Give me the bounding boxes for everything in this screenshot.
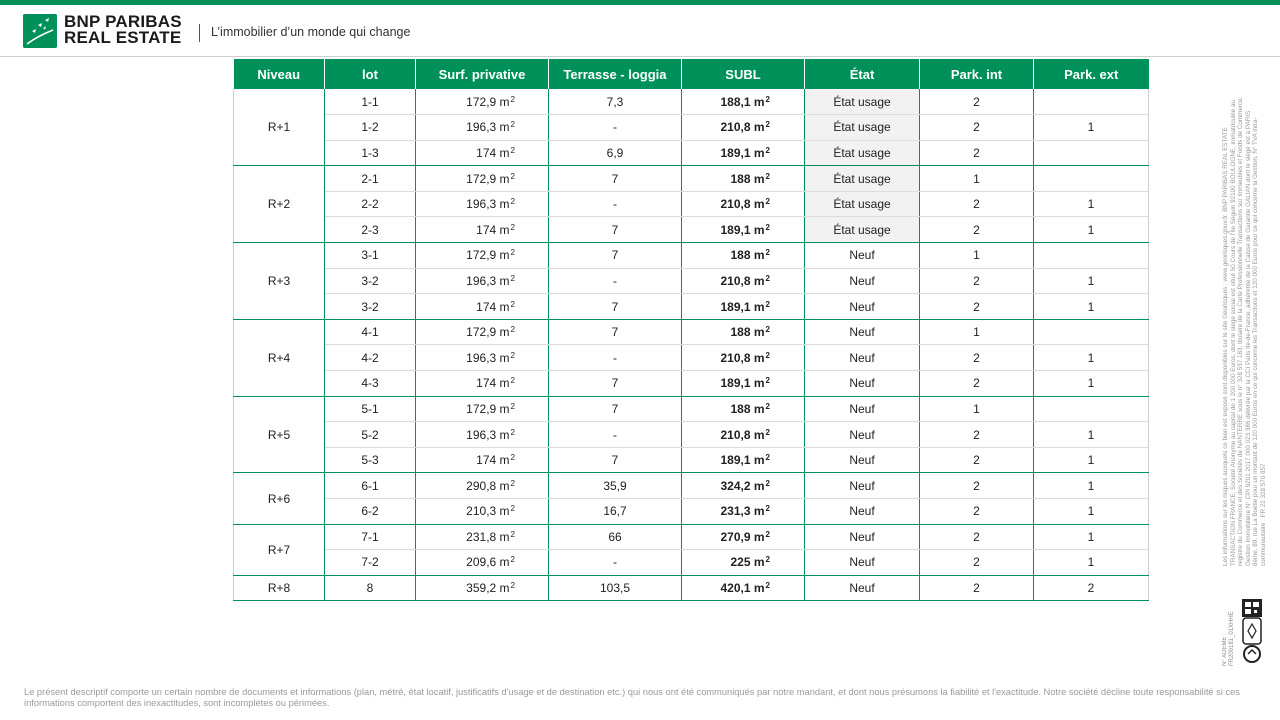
unit-label: $m^2$ [750,197,770,212]
cell-lot: 2-3 [325,217,416,243]
header-lot: lot [325,59,416,89]
cell-park-ext [1034,319,1149,345]
cell-surf-privative-value: 196,3 [466,427,497,442]
cell-park-ext: 1 [1034,422,1149,448]
cell-subl-value: 189,1 [720,299,751,314]
cell-surf-privative [416,422,549,448]
cell-etat: Neuf [805,345,920,371]
cell-etat: Neuf [805,550,920,576]
cell-terrasse: 6,9 [549,140,682,166]
unit-label: $m^2$ [496,248,515,263]
cell-subl [682,217,805,243]
table-header-row [234,59,1149,89]
unit-label: $m^2$ [750,273,770,288]
lots-table [233,59,1149,601]
cell-lot: 2-2 [325,191,416,217]
cell-park-ext: 1 [1034,345,1149,371]
table-row [234,166,1149,192]
header-park-int: Park. int [920,59,1034,89]
cell-lot: 1-3 [325,140,416,166]
cell-lot: 3-2 [325,268,416,294]
cell-park-ext [1034,89,1149,115]
unit-label: $m^2$ [750,555,770,570]
cell-etat: Neuf [805,499,920,525]
cell-subl-value: 324,2 [720,478,751,493]
cell-etat: État usage [805,217,920,243]
cell-lot: 5-3 [325,447,416,473]
table-row [234,575,1149,601]
cell-subl-value: 188 [730,248,751,263]
unit-label: $m^2$ [496,529,515,544]
cell-park-int: 1 [920,243,1034,269]
cell-surf-privative [416,268,549,294]
table-row [234,191,1149,217]
cell-terrasse: 66 [549,524,682,550]
cell-lot: 5-2 [325,422,416,448]
cell-terrasse: 7 [549,166,682,192]
table-row [234,396,1149,422]
cell-park-int: 2 [920,447,1034,473]
cell-etat: Neuf [805,371,920,397]
label-badge-icon [1243,618,1261,644]
cell-park-int: 2 [920,422,1034,448]
cell-subl-value: 210,8 [720,120,751,135]
cell-subl [682,371,805,397]
cell-surf-privative-value: 172,9 [466,325,497,340]
cell-surf-privative [416,345,549,371]
unit-label: $m^2$ [496,376,515,391]
cell-surf-privative-value: 196,3 [466,197,497,212]
unit-label: $m^2$ [750,299,770,314]
cell-lot: 1-1 [325,89,416,115]
header-niveau: Niveau [234,59,325,89]
cell-surf-privative-value: 174 [476,145,497,160]
cell-lot: 3-1 [325,243,416,269]
cell-surf-privative [416,319,549,345]
cell-park-ext [1034,140,1149,166]
cell-lot: 8 [325,575,416,601]
cell-niveau: R+5 [234,396,325,473]
cell-terrasse: 7 [549,217,682,243]
cell-etat: État usage [805,191,920,217]
unit-label: $m^2$ [496,555,515,570]
cell-surf-privative-value: 209,6 [466,555,497,570]
unit-label: $m^2$ [496,325,515,340]
table-row [234,243,1149,269]
header [0,5,1280,57]
cell-subl-value: 210,8 [720,427,751,442]
cell-subl [682,294,805,320]
unit-label: $m^2$ [750,325,770,340]
cell-surf-privative-value: 174 [476,453,497,468]
cell-etat: Neuf [805,319,920,345]
recycle-badge-icon [1244,646,1260,662]
cell-surf-privative-value: 290,8 [466,478,497,493]
cell-subl-value: 188 [730,325,751,340]
cell-terrasse: 7,3 [549,89,682,115]
cell-park-ext: 1 [1034,499,1149,525]
cell-subl-value: 225 [730,555,751,570]
cell-subl [682,422,805,448]
cell-terrasse: 7 [549,243,682,269]
unit-label: $m^2$ [750,401,770,416]
cell-subl-value: 189,1 [720,222,751,237]
table-row [234,499,1149,525]
cell-subl-value: 189,1 [720,145,751,160]
cell-lot: 2-1 [325,166,416,192]
cell-surf-privative [416,396,549,422]
legal-side-note-text: Les informations sur les risques auxquels ce bien est exposé sont disponibles sur le site Géorisques : www.georisques.gouv.fr. BNP PARIBAS REAL ESTATE TRANSACTION FRANCE, Société Anonyme au capital de 1 200 000 Euros, dont le siège social est situé 50 Cours de l'Île Seguin 92100 BOULOGNE, immatriculée au registre du Commerce et des Sociétés de NANTERRE sous le n° 328 537 183, titulaire de la Carte Professionnelle Transactions sur Immeubles et Fonds de Commerce, Gestion Immobilière N° CPI 9201 2017 000 023 386 délivrée par la CCI Paris Ile-de-France, adhérente de la Caisse de Garantie GALIAN dont le siège est à PARIS 8ème, 89, rue La Boétie pour un montant de 120 000 Euros en ce qui concerne les Transactions et 120 000 Euros pour ce qui concerne la Gestion, N° TVA intra-communautaire : FR 22 328 570 857 [1222,96,1267,566]
cell-park-ext: 2 [1034,575,1149,601]
brand-name [64,14,182,46]
cell-subl [682,550,805,576]
cell-park-int: 2 [920,371,1034,397]
header-park-ext: Park. ext [1034,59,1149,89]
cell-park-int: 2 [920,499,1034,525]
table-row [234,89,1149,115]
cell-terrasse: 35,9 [549,473,682,499]
cell-surf-privative-value: 172,9 [466,248,497,263]
unit-label: $m^2$ [496,299,515,314]
cell-park-int: 2 [920,191,1034,217]
brand-tagline: L’immobilier d’un monde qui change [211,25,411,39]
unit-label: $m^2$ [496,350,515,365]
cell-subl-value: 188 [730,171,751,186]
table-row [234,140,1149,166]
cell-park-int: 1 [920,319,1034,345]
cell-park-ext [1034,396,1149,422]
cell-subl [682,473,805,499]
cell-subl-value: 270,9 [720,529,751,544]
cell-park-int: 2 [920,550,1034,576]
cell-subl-value: 420,1 [720,581,751,596]
cell-lot: 7-1 [325,524,416,550]
cell-lot: 6-2 [325,499,416,525]
cell-niveau: R+3 [234,243,325,320]
table-row [234,524,1149,550]
cell-subl-value: 231,3 [720,504,751,519]
cell-park-ext: 1 [1034,371,1149,397]
cell-surf-privative [416,243,549,269]
cell-park-ext [1034,243,1149,269]
cell-park-ext [1034,166,1149,192]
cell-etat: Neuf [805,524,920,550]
disclaimer-footer: Le présent descriptif comporte un certain nombre de documents et informations (plan, métré, état locatif, justificatifs d'usage et de destination etc.) qui nous ont été communiqués par notre mandant, et dont nous présumons la fiabilité et l'exactitude. Notre société décline toute responsabilité si ces informations comportent des inexactitudes, sont incomplètes ou périmées. [24,687,1240,708]
table-row [234,447,1149,473]
cell-etat: État usage [805,166,920,192]
cell-park-int: 2 [920,268,1034,294]
cell-terrasse: - [549,345,682,371]
unit-label: $m^2$ [750,222,770,237]
unit-label: $m^2$ [750,453,770,468]
cell-terrasse: - [549,115,682,141]
cell-subl [682,524,805,550]
cell-subl [682,89,805,115]
unit-label: $m^2$ [496,94,515,109]
unit-label: $m^2$ [750,529,770,544]
cell-niveau: R+4 [234,319,325,396]
cell-park-int: 2 [920,473,1034,499]
unit-label: $m^2$ [750,427,770,442]
table-row [234,268,1149,294]
cell-lot: 7-2 [325,550,416,576]
cell-subl-value: 210,8 [720,350,751,365]
unit-label: $m^2$ [750,145,770,160]
cell-surf-privative [416,140,549,166]
cell-subl [682,166,805,192]
cell-surf-privative [416,550,549,576]
unit-label: $m^2$ [750,350,770,365]
cell-etat: Neuf [805,268,920,294]
cell-subl [682,268,805,294]
cell-surf-privative-value: 359,2 [466,581,497,596]
cell-subl [682,575,805,601]
cell-niveau: R+8 [234,575,325,601]
cell-terrasse: - [549,191,682,217]
cell-etat: État usage [805,115,920,141]
bnp-logo-icon [23,14,57,48]
cell-surf-privative [416,575,549,601]
cell-etat: État usage [805,140,920,166]
brand-line-2: REAL ESTATE [64,28,182,47]
cell-terrasse: 103,5 [549,575,682,601]
cell-subl-value: 189,1 [720,453,751,468]
cell-subl [682,447,805,473]
unit-label: $m^2$ [496,453,515,468]
certification-badges [1240,598,1264,664]
cell-subl-value: 188 [730,401,751,416]
cell-park-ext: 1 [1034,294,1149,320]
unit-label: $m^2$ [496,401,515,416]
cell-terrasse: - [549,268,682,294]
cell-park-int: 2 [920,89,1034,115]
cell-lot: 1-2 [325,115,416,141]
cell-etat: Neuf [805,422,920,448]
cell-surf-privative-value: 196,3 [466,273,497,288]
cell-surf-privative [416,447,549,473]
cell-park-ext: 1 [1034,447,1149,473]
cell-lot: 6-1 [325,473,416,499]
ademe-note-text: N° ADEME : FR200181_01XHHE [1222,611,1235,666]
table-row [234,345,1149,371]
cell-subl [682,115,805,141]
table-row [234,294,1149,320]
unit-label: $m^2$ [496,197,515,212]
cell-surf-privative [416,524,549,550]
unit-label: $m^2$ [750,478,770,493]
cell-subl-value: 210,8 [720,273,751,288]
cell-subl [682,345,805,371]
cell-surf-privative [416,166,549,192]
cell-surf-privative [416,217,549,243]
cell-surf-privative [416,294,549,320]
cell-terrasse: 7 [549,447,682,473]
unit-label: $m^2$ [750,171,770,186]
cell-subl-value: 188,1 [720,94,751,109]
cell-surf-privative-value: 174 [476,299,497,314]
cell-surf-privative [416,89,549,115]
cell-subl [682,396,805,422]
cell-park-ext: 1 [1034,217,1149,243]
cell-surf-privative-value: 210,3 [466,504,497,519]
cell-lot: 3-2 [325,294,416,320]
table-row [234,319,1149,345]
cell-lot: 5-1 [325,396,416,422]
unit-label: $m^2$ [496,478,515,493]
cell-terrasse: 7 [549,396,682,422]
unit-label: $m^2$ [750,504,770,519]
cell-terrasse: - [549,550,682,576]
lots-table-container [233,59,1148,601]
header-terrasse-loggia: Terrasse - loggia [549,59,682,89]
cell-surf-privative-value: 174 [476,376,497,391]
cell-surf-privative-value: 174 [476,222,497,237]
cell-surf-privative [416,371,549,397]
cell-terrasse: 7 [549,319,682,345]
table-body [234,89,1149,601]
cell-terrasse: 7 [549,294,682,320]
cell-niveau: R+1 [234,89,325,166]
unit-label: $m^2$ [496,273,515,288]
unit-label: $m^2$ [750,248,770,263]
cell-lot: 4-2 [325,345,416,371]
cell-surf-privative [416,115,549,141]
legal-side-note [1222,96,1268,566]
cell-niveau: R+6 [234,473,325,524]
cell-subl [682,319,805,345]
cell-terrasse: - [549,422,682,448]
cell-park-int: 2 [920,294,1034,320]
cell-etat: Neuf [805,396,920,422]
cell-park-ext: 1 [1034,524,1149,550]
cell-subl [682,499,805,525]
cell-park-int: 2 [920,524,1034,550]
cell-park-int: 2 [920,575,1034,601]
cell-park-ext: 1 [1034,550,1149,576]
qr-badge-icon [1242,599,1262,617]
unit-label: $m^2$ [496,581,515,596]
unit-label: $m^2$ [750,94,770,109]
cell-park-int: 2 [920,217,1034,243]
unit-label: $m^2$ [750,120,770,135]
cell-subl-value: 189,1 [720,376,751,391]
cell-park-int: 2 [920,115,1034,141]
cell-surf-privative-value: 172,9 [466,94,497,109]
cell-park-ext: 1 [1034,473,1149,499]
cell-surf-privative-value: 196,3 [466,350,497,365]
cell-lot: 4-3 [325,371,416,397]
cell-surf-privative [416,499,549,525]
cell-surf-privative [416,191,549,217]
cell-niveau: R+2 [234,166,325,243]
header-subl: SUBL [682,59,805,89]
table-row [234,115,1149,141]
cell-lot: 4-1 [325,319,416,345]
cell-park-ext: 1 [1034,268,1149,294]
cell-terrasse: 16,7 [549,499,682,525]
cell-park-int: 1 [920,396,1034,422]
cell-surf-privative-value: 172,9 [466,401,497,416]
cell-etat: Neuf [805,243,920,269]
cell-surf-privative-value: 196,3 [466,120,497,135]
table-row [234,371,1149,397]
table-row [234,550,1149,576]
unit-label: $m^2$ [496,145,515,160]
cell-park-ext: 1 [1034,191,1149,217]
cell-surf-privative-value: 231,8 [466,529,497,544]
header-divider [199,24,200,42]
cell-park-int: 1 [920,166,1034,192]
table-row [234,422,1149,448]
unit-label: $m^2$ [750,376,770,391]
header-etat: État [805,59,920,89]
unit-label: $m^2$ [496,504,515,519]
header-surf-privative: Surf. privative [416,59,549,89]
cell-etat: Neuf [805,294,920,320]
table-row [234,217,1149,243]
unit-label: $m^2$ [496,222,515,237]
cell-surf-privative-value: 172,9 [466,171,497,186]
cell-terrasse: 7 [549,371,682,397]
cell-surf-privative [416,473,549,499]
cell-subl [682,243,805,269]
cell-park-int: 2 [920,345,1034,371]
cell-niveau: R+7 [234,524,325,575]
cell-subl-value: 210,8 [720,197,751,212]
unit-label: $m^2$ [496,171,515,186]
cell-park-ext: 1 [1034,115,1149,141]
cell-park-int: 2 [920,140,1034,166]
cell-subl [682,140,805,166]
cell-etat: Neuf [805,447,920,473]
cell-etat: Neuf [805,473,920,499]
unit-label: $m^2$ [750,581,770,596]
cell-subl [682,191,805,217]
brand-line-1: BNP PARIBAS [64,12,182,31]
cell-etat: Neuf [805,575,920,601]
unit-label: $m^2$ [496,120,515,135]
cell-etat: État usage [805,89,920,115]
table-row [234,473,1149,499]
unit-label: $m^2$ [496,427,515,442]
